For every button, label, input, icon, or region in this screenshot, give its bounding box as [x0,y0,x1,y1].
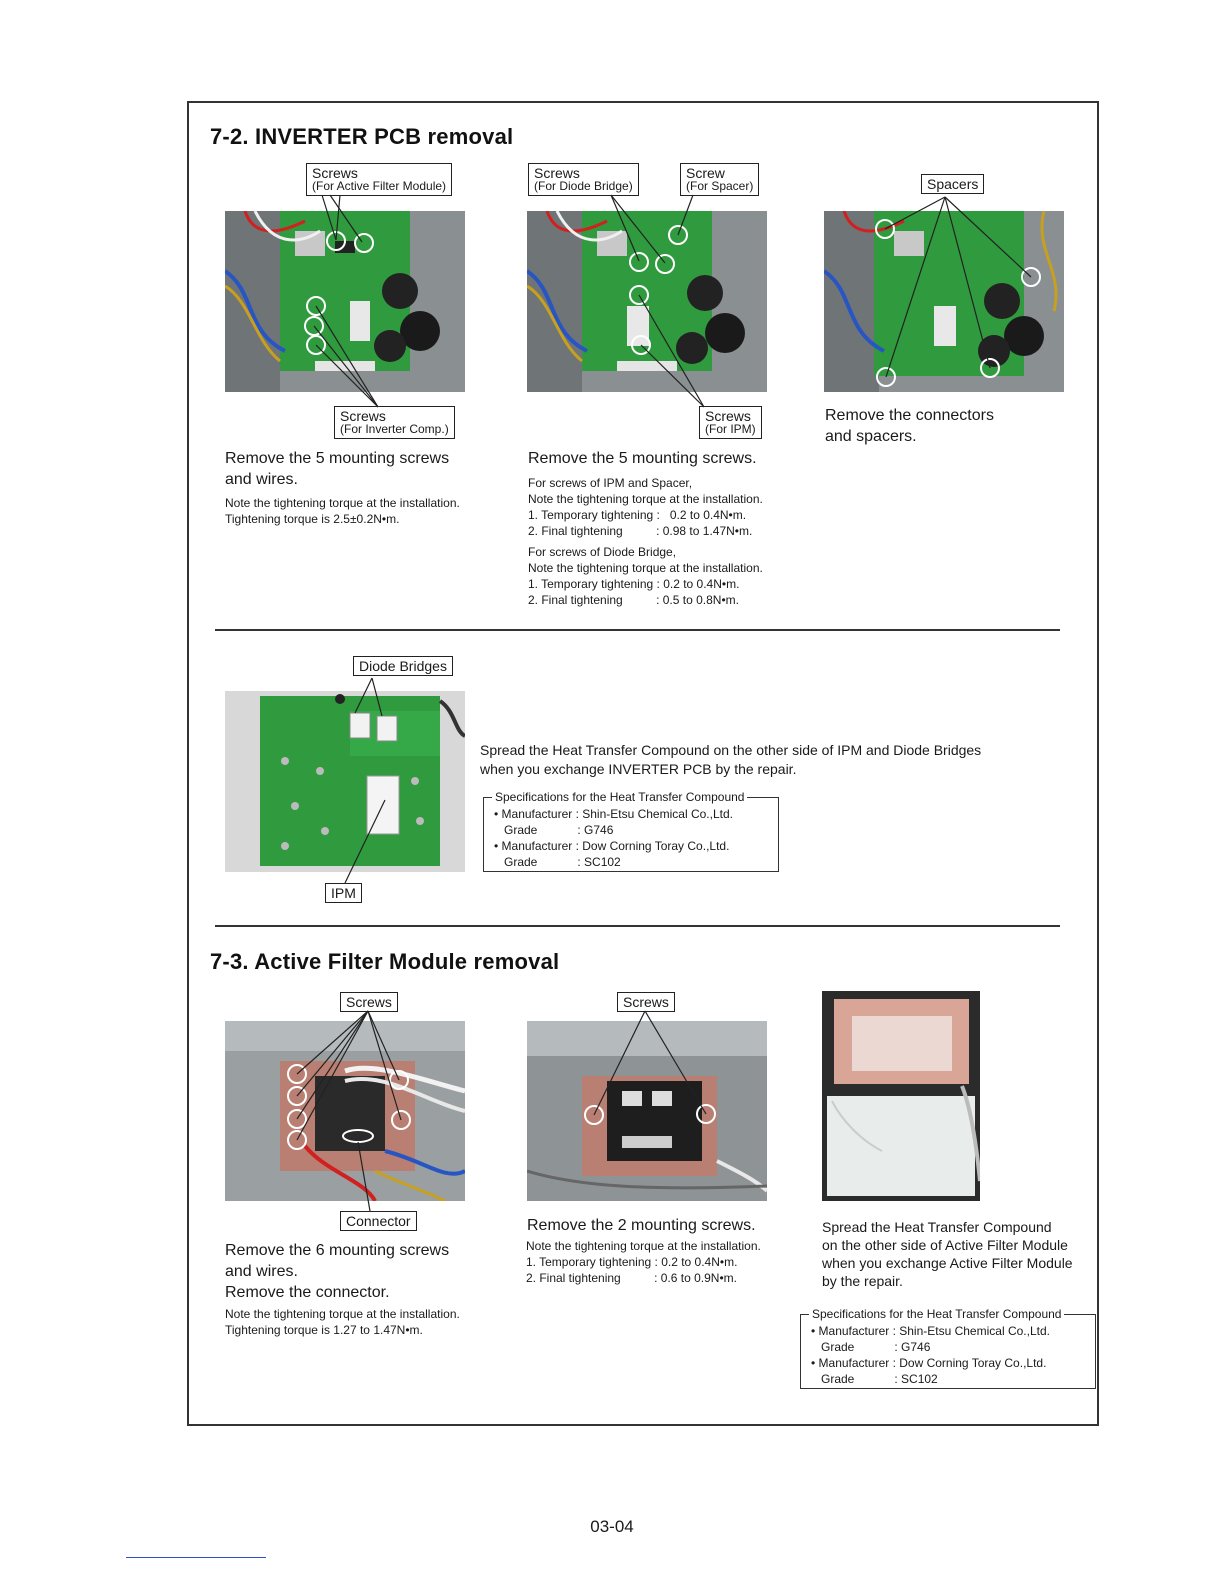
label-main: Screws [623,994,669,1010]
footer-link-line [126,1557,266,1558]
label-ipm [325,883,362,903]
spec-row: Grade : SC102 [811,1372,938,1386]
section-title-active-filter: 7-3. Active Filter Module removal [210,949,560,974]
label-sub: (For Diode Bridge) [534,179,633,193]
text-line: on the other side of Active Filter Module [822,1237,1068,1253]
label-screws-inverter-comp [334,406,455,439]
page-number: 03-04 [590,1517,634,1536]
divider [215,629,1060,631]
note-line: Note the tightening torque at the installation. [528,561,763,575]
inverter-pcb-photo-2 [527,211,767,392]
spec-rows [494,806,733,870]
label-screw-spacer [680,163,759,196]
label-screws-ipm [699,406,762,439]
instruction-line: Remove the 2 mounting screws. [527,1217,756,1234]
label-main: Connector [346,1213,411,1229]
spec-row: • Manufacturer : Shin-Etsu Chemical Co.,Ltd. [811,1324,1050,1338]
spec-box-heat-compound [483,790,779,872]
instruction-line: Remove the connectors [825,407,994,424]
note-line: Note the tightening torque at the installation. [225,1307,460,1321]
label-sub: (For Inverter Comp.) [340,422,449,436]
photo-active-filter-compound [822,991,980,1201]
label-screws [340,992,398,1012]
spec-row: Grade : G746 [811,1340,931,1354]
instruction-line: and spacers. [825,428,917,445]
text-line: Spread the Heat Transfer Compound on the other side of IPM and Diode Bridges [480,742,982,758]
note-line: 2. Final tightening : 0.6 to 0.9N•m. [526,1271,737,1285]
active-filter-photo-3 [822,991,980,1201]
torque-note [225,1306,460,1338]
spec-title: Specifications for the Heat Transfer Compound [809,1306,1064,1322]
text-line: when you exchange INVERTER PCB by the repair. [480,761,797,777]
spec-row: Grade : G746 [494,823,614,837]
note-line: 1. Temporary tightening : 0.2 to 0.4N•m. [526,1255,738,1269]
label-main: Screws [312,165,358,181]
note-line: Note the tightening torque at the installation. [225,496,460,510]
note-line: 1. Temporary tightening : 0.2 to 0.4N•m. [528,577,740,591]
label-sub: (For Active Filter Module) [312,179,447,193]
label-sub: (For IPM) [705,422,756,436]
note-line: For screws of IPM and Spacer, [528,476,693,490]
torque-note [225,495,460,527]
instruction-text [527,1215,756,1236]
label-main: IPM [331,885,356,901]
active-filter-photo-1 [225,1021,465,1201]
torque-note-ipm [528,475,763,539]
photo-inverter-pcb-screws [225,211,465,392]
label-screws-active-filter [306,163,452,196]
spec-row: • Manufacturer : Dow Corning Toray Co.,Ltd. [494,839,730,853]
instruction-text [825,405,994,447]
label-main: Screws [346,994,392,1010]
instruction-line: and wires. [225,471,298,488]
spec-row: • Manufacturer : Shin-Etsu Chemical Co.,Ltd. [494,807,733,821]
photo-inverter-pcb-ipm [527,211,767,392]
label-screws-diode-bridge [528,163,639,196]
text-line: by the repair. [822,1273,903,1289]
instruction-text [225,1240,449,1303]
note-line: 2. Final tightening : 0.5 to 0.8N•m. [528,593,739,607]
label-main: Screw [686,165,725,181]
inverter-pcb-photo-3 [824,211,1064,392]
label-main: Diode Bridges [359,658,447,674]
pcb-backside-photo [225,691,465,872]
inverter-pcb-photo-1 [225,211,465,392]
spec-title: Specifications for the Heat Transfer Compound [492,789,747,805]
active-filter-photo-2 [527,1021,767,1201]
instruction-line: Remove the 5 mounting screws. [528,450,757,467]
spec-row: • Manufacturer : Dow Corning Toray Co.,Ltd. [811,1356,1047,1370]
torque-note-diode [528,544,763,608]
heat-compound-text [822,1218,1073,1290]
note-line: 1. Temporary tightening : 0.2 to 0.4N•m. [528,508,747,522]
heat-compound-text [480,741,981,779]
photo-inverter-pcb-spacers [824,211,1064,392]
note-line: Tightening torque is 2.5±0.2N•m. [225,512,400,526]
text-line: Spread the Heat Transfer Compound [822,1219,1052,1235]
label-connector [340,1211,417,1231]
spec-rows [811,1323,1050,1387]
note-line: For screws of Diode Bridge, [528,545,677,559]
label-sub: (For Spacer) [686,179,754,193]
instruction-text [225,448,449,490]
photo-active-filter-module [527,1021,767,1201]
note-line: Note the tightening torque at the installation. [526,1239,761,1253]
section-title-inverter-pcb: 7-2. INVERTER PCB removal [210,124,514,149]
divider [215,925,1060,927]
label-spacers [921,174,984,194]
spec-box-heat-compound [800,1307,1096,1389]
torque-note [526,1238,761,1286]
photo-active-filter-screws [225,1021,465,1201]
label-main: Screws [534,165,580,181]
label-main: Screws [340,408,386,424]
instruction-line: Remove the 5 mounting screws [225,450,450,467]
spec-row: Grade : SC102 [494,855,621,869]
note-line: 2. Final tightening : 0.98 to 1.47N•m. [528,524,753,538]
instruction-line: Remove the connector. [225,1284,390,1301]
label-screws [617,992,675,1012]
note-line: Note the tightening torque at the installation. [528,492,763,506]
photo-pcb-backside [225,691,465,872]
instruction-line: Remove the 6 mounting screws [225,1242,450,1259]
note-line: Tightening torque is 1.27 to 1.47N•m. [225,1323,423,1337]
instruction-line: and wires. [225,1263,298,1280]
text-line: when you exchange Active Filter Module [822,1255,1073,1271]
label-diode-bridges [353,656,453,676]
label-main: Screws [705,408,751,424]
instruction-text [528,448,757,469]
label-main: Spacers [927,176,979,192]
